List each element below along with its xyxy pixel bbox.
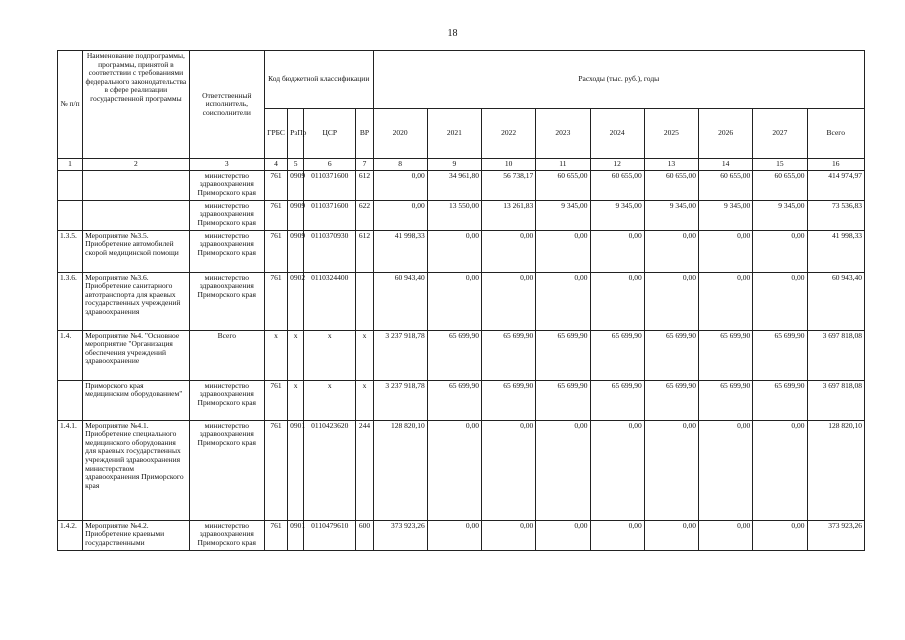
table-row: [58, 230, 865, 272]
row-name: [83, 170, 190, 200]
row-grbs: 761: [264, 420, 287, 520]
row-year-value: 0,00: [590, 272, 644, 330]
row-executor: министерство здравоохранения Приморского края: [189, 520, 264, 550]
row-csr: x: [304, 380, 356, 420]
row-executor: министерство здравоохранения Приморского края: [189, 200, 264, 230]
page-number: 18: [447, 28, 458, 39]
column-number: 11: [536, 159, 590, 171]
row-csr: 0110423620: [304, 420, 356, 520]
header-year: 2020: [373, 109, 427, 159]
header-code-group: Код бюджетной классификации: [264, 51, 373, 109]
header-executor: Ответственный исполнитель, соисполнители: [189, 51, 264, 159]
row-year-value: 41 998,33: [373, 230, 427, 272]
row-year-value: 9 345,00: [699, 200, 753, 230]
column-number: 9: [427, 159, 481, 171]
column-number: 16: [807, 159, 865, 171]
row-year-value: 60 655,00: [699, 170, 753, 200]
row-grbs: 761: [264, 520, 287, 550]
row-csr: 0110371600: [304, 200, 356, 230]
row-year-value: 65 699,90: [427, 330, 481, 380]
row-vr: 600: [356, 520, 373, 550]
row-number: 1.3.6.: [58, 272, 83, 330]
column-number: 14: [699, 159, 753, 171]
row-year-value: 0,00: [590, 230, 644, 272]
row-rzpr: 0909: [288, 170, 304, 200]
row-year-value: 128 820,10: [373, 420, 427, 520]
row-year-value: 60 655,00: [753, 170, 807, 200]
column-number: 15: [753, 159, 807, 171]
column-number: 7: [356, 159, 373, 171]
header-year: 2022: [482, 109, 536, 159]
table-row: [58, 330, 865, 380]
row-name: Приморского края медицинским оборудованием": [83, 380, 190, 420]
row-year-value: 0,00: [753, 520, 807, 550]
row-year-value: 9 345,00: [753, 200, 807, 230]
row-year-value: 65 699,90: [590, 330, 644, 380]
row-year-value: 0,00: [482, 230, 536, 272]
row-year-value: 0,00: [427, 272, 481, 330]
row-rzpr: 0902: [288, 272, 304, 330]
row-year-value: 65 699,90: [644, 330, 698, 380]
row-year-value: 65 699,90: [536, 330, 590, 380]
row-year-value: 0,00: [482, 272, 536, 330]
row-year-value: 373 923,26: [373, 520, 427, 550]
row-name: Мероприятие №4.2. Приобретение краевыми государственными: [83, 520, 190, 550]
column-number: 5: [288, 159, 304, 171]
row-number: 1.4.: [58, 330, 83, 380]
row-year-value: 13 550,00: [427, 200, 481, 230]
table-row: [58, 170, 865, 200]
row-csr: 0110371600: [304, 170, 356, 200]
row-year-value: 65 699,90: [482, 330, 536, 380]
row-executor: министерство здравоохранения Приморского края: [189, 170, 264, 200]
row-year-value: 60 943,40: [373, 272, 427, 330]
header-year: 2025: [644, 109, 698, 159]
header-rzpr: РзПр: [288, 109, 304, 159]
row-executor: министерство здравоохранения Приморского края: [189, 420, 264, 520]
row-total: 73 536,83: [807, 200, 865, 230]
row-year-value: 0,00: [373, 170, 427, 200]
row-csr: 0110479610: [304, 520, 356, 550]
row-year-value: 65 699,90: [753, 330, 807, 380]
row-number: 1.4.2.: [58, 520, 83, 550]
budget-table: [57, 50, 865, 551]
row-year-value: 65 699,90: [590, 380, 644, 420]
table-row: [58, 520, 865, 550]
row-year-value: 0,00: [427, 520, 481, 550]
row-vr: x: [356, 330, 373, 380]
row-vr: 612: [356, 170, 373, 200]
row-year-value: 0,00: [536, 420, 590, 520]
row-year-value: 0,00: [644, 272, 698, 330]
header-vr: ВР: [356, 109, 373, 159]
column-number: 3: [189, 159, 264, 171]
row-year-value: 0,00: [427, 230, 481, 272]
row-year-value: 9 345,00: [644, 200, 698, 230]
row-grbs: 761: [264, 230, 287, 272]
row-executor: министерство здравоохранения Приморского края: [189, 230, 264, 272]
row-name: [83, 200, 190, 230]
column-number: 1: [58, 159, 83, 171]
row-total: 3 697 818,08: [807, 330, 865, 380]
row-year-value: 65 699,90: [644, 380, 698, 420]
row-year-value: 9 345,00: [536, 200, 590, 230]
row-year-value: 65 699,90: [699, 330, 753, 380]
table-row: [58, 200, 865, 230]
row-csr: 0110324400: [304, 272, 356, 330]
row-total: 3 697 818,08: [807, 380, 865, 420]
row-rzpr: x: [288, 330, 304, 380]
row-name: Мероприятие №4.1. Приобретение специального медицинского оборудования для краевых государственных учреждений здравоохранения министерством здравоохранения Приморского края: [83, 420, 190, 520]
column-number-row: [58, 159, 865, 171]
row-rzpr: 0909: [288, 200, 304, 230]
row-year-value: 3 237 918,78: [373, 330, 427, 380]
row-year-value: 34 961,80: [427, 170, 481, 200]
row-vr: [356, 272, 373, 330]
header-year: 2024: [590, 109, 644, 159]
row-year-value: 65 699,90: [699, 380, 753, 420]
row-year-value: 0,00: [536, 230, 590, 272]
row-executor: министерство здравоохранения Приморского края: [189, 272, 264, 330]
row-total: 414 974,97: [807, 170, 865, 200]
header-year: 2023: [536, 109, 590, 159]
row-year-value: 0,00: [590, 520, 644, 550]
row-year-value: 0,00: [482, 420, 536, 520]
row-vr: 622: [356, 200, 373, 230]
table-row: [58, 420, 865, 520]
row-year-value: 9 345,00: [590, 200, 644, 230]
row-name: Мероприятие №3.5. Приобретение автомобилей скорой медицинской помощи: [83, 230, 190, 272]
header-total: Всего: [807, 109, 865, 159]
row-number: 1.4.1.: [58, 420, 83, 520]
row-total: 128 820,10: [807, 420, 865, 520]
row-year-value: 0,00: [644, 230, 698, 272]
table-row: [58, 380, 865, 420]
row-year-value: 13 261,83: [482, 200, 536, 230]
header-csr: ЦСР: [304, 109, 356, 159]
row-year-value: 0,00: [536, 272, 590, 330]
column-number: 12: [590, 159, 644, 171]
row-csr: x: [304, 330, 356, 380]
row-executor: Всего: [189, 330, 264, 380]
row-year-value: 0,00: [590, 420, 644, 520]
column-number: 10: [482, 159, 536, 171]
row-year-value: 0,00: [427, 420, 481, 520]
row-year-value: 56 738,17: [482, 170, 536, 200]
row-total: 41 998,33: [807, 230, 865, 272]
row-year-value: 0,00: [699, 272, 753, 330]
row-name: Мероприятие №4. "Основное мероприятие "Организация обеспечения учреждений здравоохранение: [83, 330, 190, 380]
row-name: Мероприятие №3.6. Приобретение санитарного автотранспорта для краевых государственных учреждений здравоохранения: [83, 272, 190, 330]
row-total: 60 943,40: [807, 272, 865, 330]
row-rzpr: 0909: [288, 230, 304, 272]
row-year-value: 3 237 918,78: [373, 380, 427, 420]
row-number: [58, 170, 83, 200]
row-grbs: 761: [264, 380, 287, 420]
column-number: 8: [373, 159, 427, 171]
column-number: 4: [264, 159, 287, 171]
row-year-value: 60 655,00: [644, 170, 698, 200]
header-grbs: ГРБС: [264, 109, 287, 159]
row-rzpr: x: [288, 380, 304, 420]
row-year-value: 60 655,00: [590, 170, 644, 200]
row-year-value: 0,00: [644, 420, 698, 520]
row-grbs: 761: [264, 200, 287, 230]
row-year-value: 0,00: [482, 520, 536, 550]
row-grbs: 761: [264, 272, 287, 330]
row-year-value: 65 699,90: [536, 380, 590, 420]
column-number: 13: [644, 159, 698, 171]
row-year-value: 0,00: [699, 230, 753, 272]
row-vr: 612: [356, 230, 373, 272]
header-year: 2027: [753, 109, 807, 159]
header-year: 2026: [699, 109, 753, 159]
row-executor: министерство здравоохранения Приморского края: [189, 380, 264, 420]
row-year-value: 0,00: [536, 520, 590, 550]
row-total: 373 923,26: [807, 520, 865, 550]
header-year: 2021: [427, 109, 481, 159]
row-vr: 244: [356, 420, 373, 520]
row-number: [58, 380, 83, 420]
row-year-value: 65 699,90: [482, 380, 536, 420]
row-year-value: 0,00: [644, 520, 698, 550]
row-csr: 0110370930: [304, 230, 356, 272]
header-expenses-group: Расходы (тыс. руб.), годы: [373, 51, 865, 109]
column-number: 2: [83, 159, 190, 171]
header-name: Наименование подпрограммы, программы, принятой в соответствии с требованиями федерального законодательства в сфере реализации государственной программы: [83, 51, 190, 159]
column-number: 6: [304, 159, 356, 171]
row-year-value: 0,00: [753, 272, 807, 330]
row-year-value: 0,00: [699, 520, 753, 550]
row-grbs: 761: [264, 170, 287, 200]
row-year-value: 0,00: [699, 420, 753, 520]
row-rzpr: 0901: [288, 520, 304, 550]
row-year-value: 60 655,00: [536, 170, 590, 200]
row-number: [58, 200, 83, 230]
row-year-value: 0,00: [373, 200, 427, 230]
row-grbs: x: [264, 330, 287, 380]
row-year-value: 65 699,90: [753, 380, 807, 420]
row-rzpr: 0901: [288, 420, 304, 520]
row-year-value: 0,00: [753, 230, 807, 272]
row-vr: x: [356, 380, 373, 420]
table-row: [58, 272, 865, 330]
row-number: 1.3.5.: [58, 230, 83, 272]
header-no: № п/п: [58, 51, 83, 159]
row-year-value: 65 699,90: [427, 380, 481, 420]
row-year-value: 0,00: [753, 420, 807, 520]
